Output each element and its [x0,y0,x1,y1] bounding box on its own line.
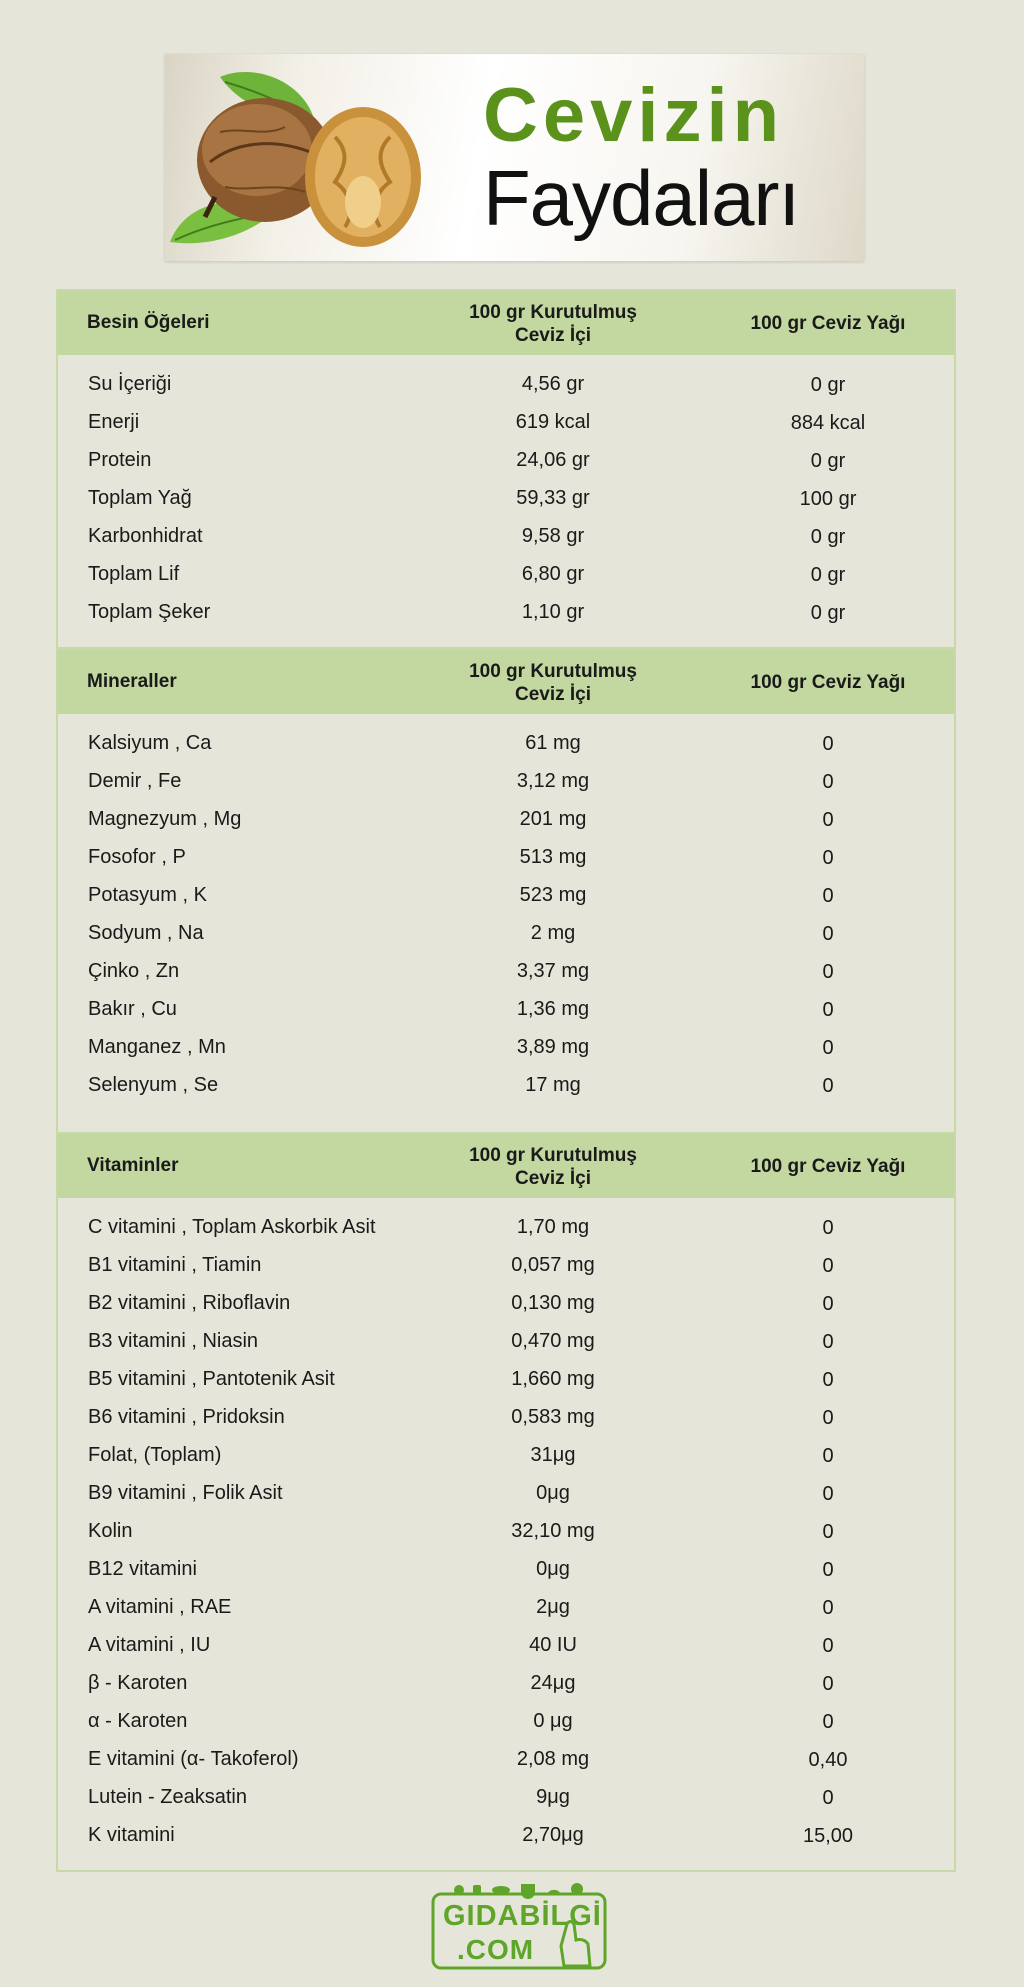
table-row: Enerji 619 kcal 884 kcal [88,411,866,434]
table-row: A vitamini , RAE 2μg 0 [88,1596,834,1619]
table-row: Kalsiyum , Ca 61 mg 0 [88,732,834,755]
table-row: β - Karoten 24μg 0 [88,1672,834,1695]
column-header-oil: 100 gr Ceviz Yağı [750,1156,906,1177]
table-row: E vitamini (α- Takoferol) 2,08 mg 0,40 [88,1748,848,1771]
table-row: Sodyum , Na 2 mg 0 [88,922,834,945]
table-row: Toplam Yağ 59,33 gr 100 gr [88,487,857,510]
table-row: Fosofor , P 513 mg 0 [88,846,834,869]
page-title-line1: Cevizin [483,73,785,158]
table-row: B12 vitamini 0μg 0 [88,1558,834,1581]
table-row: Protein 24,06 gr 0 gr [88,449,846,472]
table-row: Çinko , Zn 3,37 mg 0 [88,960,834,983]
table-row: Demir , Fe 3,12 mg 0 [88,770,834,793]
column-header-dried: 100 gr Kurutulmuş Ceviz İçi [469,1145,637,1189]
section-heading: Besin Öğeleri [87,312,210,333]
table-row: B6 vitamini , Pridoksin 0,583 mg 0 [88,1406,834,1429]
minerals-table [56,648,956,1134]
table-row: B5 vitamini , Pantotenik Asit 1,660 mg 0 [88,1368,834,1391]
table-row: B9 vitamini , Folik Asit 0μg 0 [88,1482,834,1505]
table-row: B3 vitamini , Niasin 0,470 mg 0 [88,1330,834,1353]
walnut-illustration [165,42,445,272]
table-header [58,1134,954,1198]
section-heading: Mineraller [87,671,177,692]
table-row: K vitamini 2,70μg 15,00 [88,1824,854,1847]
section-heading: Vitaminler [87,1155,179,1176]
table-header [58,650,954,714]
column-header-oil: 100 gr Ceviz Yağı [750,313,906,334]
table-row: Kolin 32,10 mg 0 [88,1520,834,1543]
gidabilgi-logo[interactable] [429,1880,609,1980]
table-row: Toplam Lif 6,80 gr 0 gr [88,563,846,586]
table-row: α - Karoten 0 μg 0 [88,1710,834,1733]
column-header-dried: 100 gr Kurutulmuş Ceviz İçi [469,302,637,346]
vitamins-table [56,1132,956,1872]
table-row: Karbonhidrat 9,58 gr 0 gr [88,525,846,548]
table-header [58,291,954,355]
table-row: Lutein - Zeaksatin 9μg 0 [88,1786,834,1809]
table-row: Magnezyum , Mg 201 mg 0 [88,808,834,831]
table-row: Potasyum , K 523 mg 0 [88,884,834,907]
table-row: B1 vitamini , Tiamin 0,057 mg 0 [88,1254,834,1277]
table-row: Folat, (Toplam) 31μg 0 [88,1444,834,1467]
page-title-line2: Faydaları [483,154,800,242]
table-row: Bakır , Cu 1,36 mg 0 [88,998,834,1021]
table-row: Su İçeriği 4,56 gr 0 gr [88,373,846,396]
table-row: Manganez , Mn 3,89 mg 0 [88,1036,834,1059]
table-row: Selenyum , Se 17 mg 0 [88,1074,834,1097]
table-row: C vitamini , Toplam Askorbik Asit 1,70 mg 0 [88,1216,834,1239]
column-header-oil: 100 gr Ceviz Yağı [750,672,906,693]
logo-domain: .COM [457,1934,535,1965]
table-row: A vitamini , IU 40 IU 0 [88,1634,834,1657]
table-row: Toplam Şeker 1,10 gr 0 gr [88,601,846,624]
title-banner [165,54,864,261]
table-row: B2 vitamini , Riboflavin 0,130 mg 0 [88,1292,834,1315]
logo-text: GIDABİLGİ [443,1900,602,1932]
column-header-dried: 100 gr Kurutulmuş Ceviz İçi [469,661,637,705]
nutrients-table [56,289,956,649]
